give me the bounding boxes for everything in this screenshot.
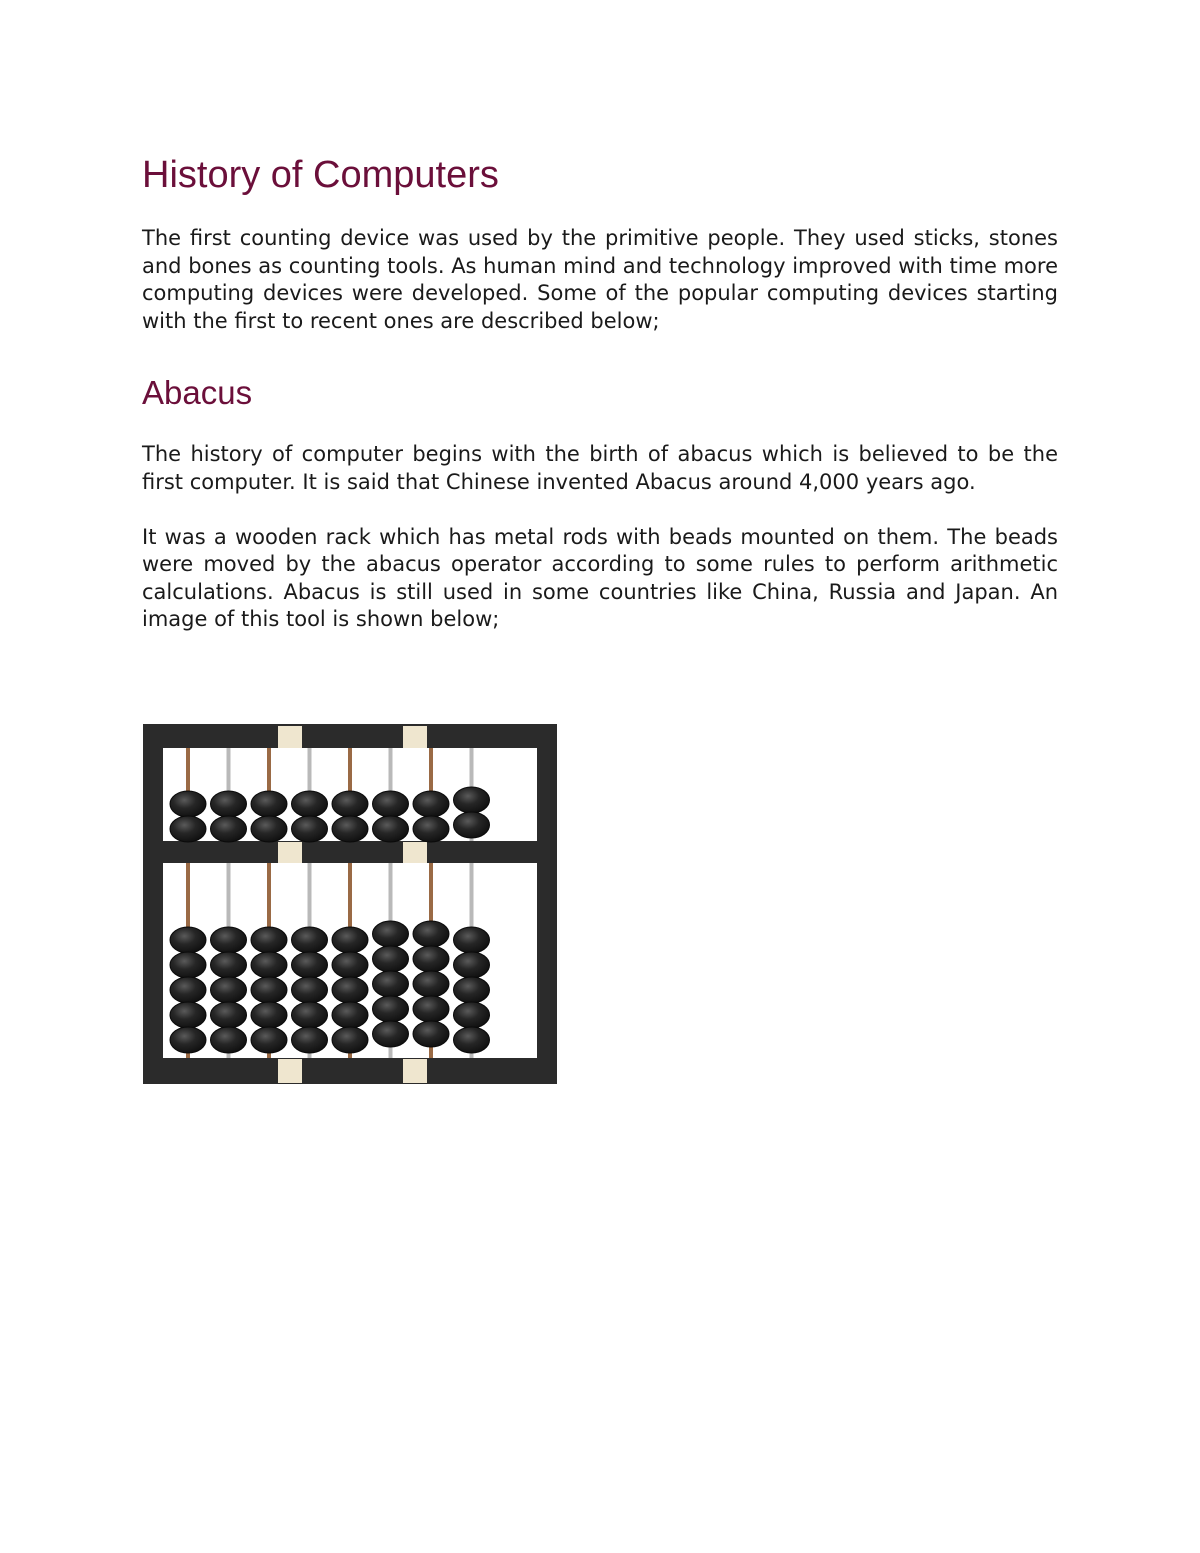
abacus-bead <box>292 977 328 1003</box>
abacus-bead <box>332 1027 368 1053</box>
abacus-bead <box>211 952 247 978</box>
abacus-bead <box>211 791 247 817</box>
frame-middle-bar <box>155 841 547 863</box>
document-body <box>142 152 1058 634</box>
page-title: History of Computers <box>142 154 499 196</box>
abacus-bead <box>373 996 409 1022</box>
abacus-bead <box>170 927 206 953</box>
tag-top-left <box>278 726 302 748</box>
abacus-bead <box>413 921 449 947</box>
abacus-bead <box>170 1002 206 1028</box>
abacus-bead <box>251 927 287 953</box>
abacus-bead <box>251 977 287 1003</box>
abacus-bead <box>332 791 368 817</box>
abacus-bead <box>292 791 328 817</box>
tag-middle-right <box>403 842 427 863</box>
abacus-bead <box>413 1021 449 1047</box>
abacus-bead <box>373 971 409 997</box>
frame-bottom-bar <box>143 1058 557 1084</box>
abacus-bead <box>454 952 490 978</box>
abacus-image <box>141 722 559 1086</box>
abacus-bead <box>413 971 449 997</box>
abacus-bead <box>413 996 449 1022</box>
abacus-bead <box>413 791 449 817</box>
abacus-paragraph-2: It was a wooden rack which has metal rods with beads mounted on them. The beads were moved by the abacus operator according to some rules to perform arithmetic calculations. Abacus is still used in some countries like China, Russia and Japan. An image of this tool is shown below; <box>142 524 1058 632</box>
abacus-bead <box>332 927 368 953</box>
tag-top-right <box>403 726 427 748</box>
abacus-bead <box>373 816 409 842</box>
abacus-bead <box>332 952 368 978</box>
frame-right-bar <box>537 724 557 1084</box>
abacus-bead <box>454 1002 490 1028</box>
abacus-bead <box>373 946 409 972</box>
abacus-bead <box>454 927 490 953</box>
abacus-bead <box>332 816 368 842</box>
abacus-beads <box>170 787 490 1053</box>
tag-middle-left <box>278 842 302 863</box>
abacus-bead <box>170 1027 206 1053</box>
abacus-bead <box>170 816 206 842</box>
section-heading-abacus: Abacus <box>142 374 253 412</box>
abacus-bead <box>211 1002 247 1028</box>
abacus-bead <box>211 977 247 1003</box>
abacus-bead <box>251 816 287 842</box>
abacus-bead <box>454 787 490 813</box>
abacus-bead <box>251 791 287 817</box>
abacus-bead <box>292 952 328 978</box>
abacus-bead <box>454 977 490 1003</box>
abacus-bead <box>251 952 287 978</box>
abacus-bead <box>454 812 490 838</box>
abacus-bead <box>211 816 247 842</box>
abacus-paragraph-1: The history of computer begins with the birth of abacus which is believed to be the first computer. It is said that Chinese invented Abacus around 4,000 years ago. <box>142 442 1058 494</box>
intro-paragraph: The first counting device was used by the primitive people. They used sticks, stones and bones as counting tools. As human mind and technology improved with time more computing devices were developed. Some of the popular computing devices starting with the first to recent ones are described below; <box>142 226 1058 333</box>
abacus-bead <box>373 791 409 817</box>
tag-bottom-left <box>278 1059 302 1083</box>
abacus-bead <box>413 946 449 972</box>
abacus-bead <box>170 977 206 1003</box>
abacus-bead <box>332 1002 368 1028</box>
abacus-bead <box>170 791 206 817</box>
abacus-bead <box>332 977 368 1003</box>
abacus-bead <box>292 927 328 953</box>
frame-top-bar <box>143 724 557 748</box>
abacus-bead <box>292 1027 328 1053</box>
abacus-bead <box>292 816 328 842</box>
abacus-bead <box>373 921 409 947</box>
abacus-bead <box>454 1027 490 1053</box>
abacus-bead <box>251 1002 287 1028</box>
abacus-bead <box>170 952 206 978</box>
abacus-bead <box>292 1002 328 1028</box>
tag-bottom-right <box>403 1059 427 1083</box>
frame-left-bar <box>143 724 163 1084</box>
abacus-bead <box>413 816 449 842</box>
abacus-bead <box>373 1021 409 1047</box>
abacus-bead <box>211 927 247 953</box>
abacus-bead <box>251 1027 287 1053</box>
abacus-bead <box>211 1027 247 1053</box>
